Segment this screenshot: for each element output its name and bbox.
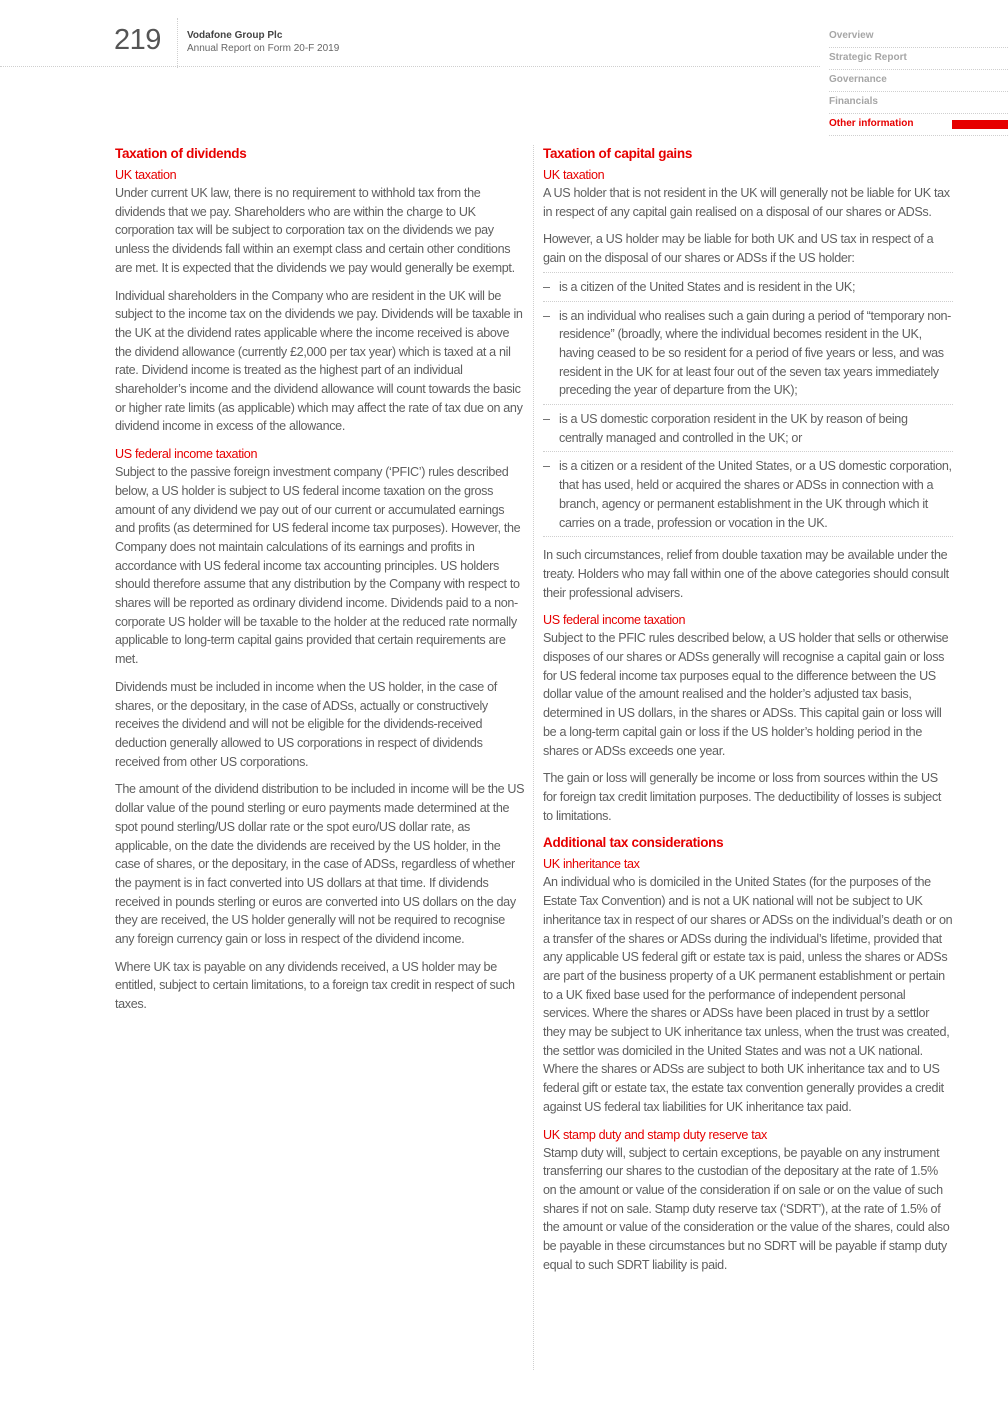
list-item: [543, 273, 953, 302]
nav-item-label: Other information: [829, 118, 914, 129]
paragraph: The gain or loss will generally be income or loss from sources within the US for foreign tax credit limitation purposes. The deductibility of losses is subject to limitations.: [543, 771, 942, 823]
list-item-text: is a citizen of the United States and is resident in the UK;: [559, 279, 856, 294]
list-item: [543, 405, 953, 452]
paragraph: Subject to the passive foreign investment company (‘PFIC’) rules described below, a US holder is subject to US federal income taxation on the gross amount of any dividend we pay out of our current or accumulated earnings and profits (as determined for US federal income tax purposes). However, the Company does not maintain calculations of its earnings and profits in accordance with US federal income tax accounting principles. US holders should therefore assume that any distribution by the Company with respect to shares will be reported as ordinary dividend income. Dividends paid to a non-corporate US holder will be taxable to the holder at the reduced rate normally applicable to long-term capital gains provided that certain requirements are met.: [115, 465, 521, 667]
list-item-text: is a citizen or a resident of the United States, or a US domestic corporation, that has used, held or acquired the shares or ADSs in connection with a branch, agency or permanent establishment in the UK through which it carries on a trade, profession or vocation in the UK.: [559, 459, 952, 530]
left-column: [115, 145, 525, 1023]
subheading-us-federal-income-taxation: US federal income taxation: [115, 447, 258, 462]
subheading-uk-stamp-duty: UK stamp duty and stamp duty reserve tax: [543, 1127, 767, 1142]
active-section-indicator: [952, 120, 1008, 129]
nav-item-governance[interactable]: Governance: [829, 70, 1008, 92]
header-divider: [177, 18, 178, 68]
conditions-list: [543, 272, 953, 537]
nav-item-overview[interactable]: Overview: [829, 26, 1008, 48]
column-divider: [533, 145, 534, 1370]
paragraph: An individual who is domiciled in the United States (for the purposes of the Estate Tax Convention) and is not a UK national will not be subject to UK inheritance tax in respect of our shares or ADSs on the individual’s death or on a transfer of the shares or ADSs during the individual’s lifetime, provided that any applicable US federal gift or estate tax is paid, unless the shares or ADSs are part of the business property of a UK permanent establishment or pertain to a UK fixed base used for the performance of independent personal services. Where the shares or ADSs have been placed in trust by a settlor they may be subject to UK inheritance tax unless, when the trust was created, the settlor was domiciled in the United States and was not a UK national. Where the shares or ADSs are subject to both UK inheritance tax and to US federal gift or estate tax, the estate tax convention generally provides a credit against US federal tax liabilities for UK inheritance tax paid.: [543, 875, 953, 1114]
paragraph: Dividends must be included in income when the US holder, in the case of shares, or the depositary, in the case of ADSs, actually or constructively receives the dividend and will not be eligible for the dividends-received deduction generally allowed to US corporations in respect of dividends received from other US corporations.: [115, 679, 497, 769]
list-item-text: is an individual who realises such a gain during a period of “temporary non-residence” (broadly, where the individual becomes resident in the UK, having ceased to be so resident for a period of five years or less, and was resident in the UK for at least four out of the seven tax years immediately preceding the year of departure from the UK);: [559, 308, 952, 398]
company-name: Vodafone Group Plc: [187, 30, 283, 41]
list-item: [543, 302, 953, 406]
list-item: [543, 452, 953, 537]
taxation-of-capital-gains-section: [543, 145, 953, 825]
paragraph: Individual shareholders in the Company who are resident in the UK will be subject to the income tax on the dividends we pay. Dividends will be taxable in the UK at the dividend rates applicable where the income received is above the dividend allowance (currently £2,000 per tax year) which is taxed at a nil rate. Dividend income is treated as the highest part of an individual shareholder’s income and the dividend allowance will count towards the basic or higher rate limits (as applicable) which may affect the rate of tax due on any dividend income in excess of the allowance.: [115, 288, 523, 434]
taxation-of-dividends-section: [115, 145, 525, 1014]
nav-item-financials[interactable]: Financials: [829, 92, 1008, 114]
subheading-us-federal-income-taxation: US federal income taxation: [543, 613, 686, 628]
paragraph: Subject to the PFIC rules described below, a US holder that sells or otherwise disposes of our shares or ADSs generally will recognise a capital gain or loss for US federal income tax purposes equal to the difference between the US dollar value of the amount realised and the holder’s adjusted tax basis, determined in US dollars, in the shares or ADSs. This capital gain or loss will be a long-term capital gain or loss if the US holder’s holding period in the shares or ADSs exceeds one year.: [543, 631, 949, 758]
section-title: Taxation of dividends: [115, 146, 247, 161]
paragraph: However, a US holder may be liable for both UK and US tax in respect of a gain on the disposal of our shares or ADSs if the US holder:: [543, 232, 934, 266]
dash-bullet-icon: –: [543, 412, 550, 427]
paragraph: Under current UK law, there is no requirement to withhold tax from the dividends that we pay. Shareholders who are within the charge to UK corporation tax will be subject to corporation tax on the dividends we pay unless the dividends fall within an exempt class and certain other conditions are met. It is expected that the dividends we pay would generally be exempt.: [115, 186, 515, 275]
additional-tax-considerations-section: [543, 834, 953, 1274]
section-nav: [829, 26, 1008, 136]
subheading-uk-inheritance-tax: UK inheritance tax: [543, 857, 640, 872]
paragraph: The amount of the dividend distribution to be included in income will be the US dollar value of the pound sterling or euro payments made determined at the spot pound sterling/US dollar rate or the spot euro/US dollar rate, as applicable, on the date the dividends are received by the US holder, in the case of shares, or the depositary, in the case of ADSs, regardless of whether the payment is in fact converted into US dollars at that time. If dividends received in pounds sterling or euros are converted into US dollars on the day they are received, the US holder generally will not be required to recognise any foreign currency gain or loss in respect of the dividend income.: [115, 782, 525, 947]
paragraph: Stamp duty will, subject to certain exceptions, be payable on any instrument transferring our shares to the custodian of the depositary at the rate of 1.5% on the amount or value of the consideration if on sale or on the value of such shares if not on sale. Stamp duty reserve tax (‘SDRT’), at the rate of 1.5% of the amount or value of the consideration or the value of the shares, could also be payable in these circumstances but no SDRT will be payable if stamp duty equal to such SDRT liability is paid.: [543, 1145, 950, 1272]
dash-bullet-icon: –: [543, 279, 550, 294]
section-title: Additional tax considerations: [543, 835, 724, 851]
subheading-uk-taxation: UK taxation: [115, 168, 177, 182]
page-number: 219: [114, 24, 161, 56]
nav-item-other-information[interactable]: [829, 114, 1008, 136]
right-column: [543, 145, 953, 1283]
paragraph: In such circumstances, relief from double taxation may be available under the treaty. Holders who may fall within one of the above categories should consult their professional advisers.: [543, 548, 949, 600]
paragraph: A US holder that is not resident in the UK will generally not be liable for UK tax in respect of any capital gain realised on a disposal of our shares or ADSs.: [543, 186, 950, 219]
dash-bullet-icon: –: [543, 459, 550, 474]
nav-item-strategic-report[interactable]: Strategic Report: [829, 48, 1008, 70]
paragraph: Where UK tax is payable on any dividends received, a US holder may be entitled, subject to certain limitations, to a foreign tax credit in respect of such taxes.: [115, 959, 515, 1012]
section-title: Taxation of capital gains: [543, 146, 693, 161]
subheading-uk-taxation: UK taxation: [543, 168, 605, 182]
report-title: Annual Report on Form 20-F 2019: [187, 43, 340, 54]
dash-bullet-icon: –: [543, 308, 550, 323]
header-rule: [0, 66, 820, 67]
list-item-text: is a US domestic corporation resident in the UK by reason of being centrally managed and controlled in the UK; or: [559, 412, 908, 445]
